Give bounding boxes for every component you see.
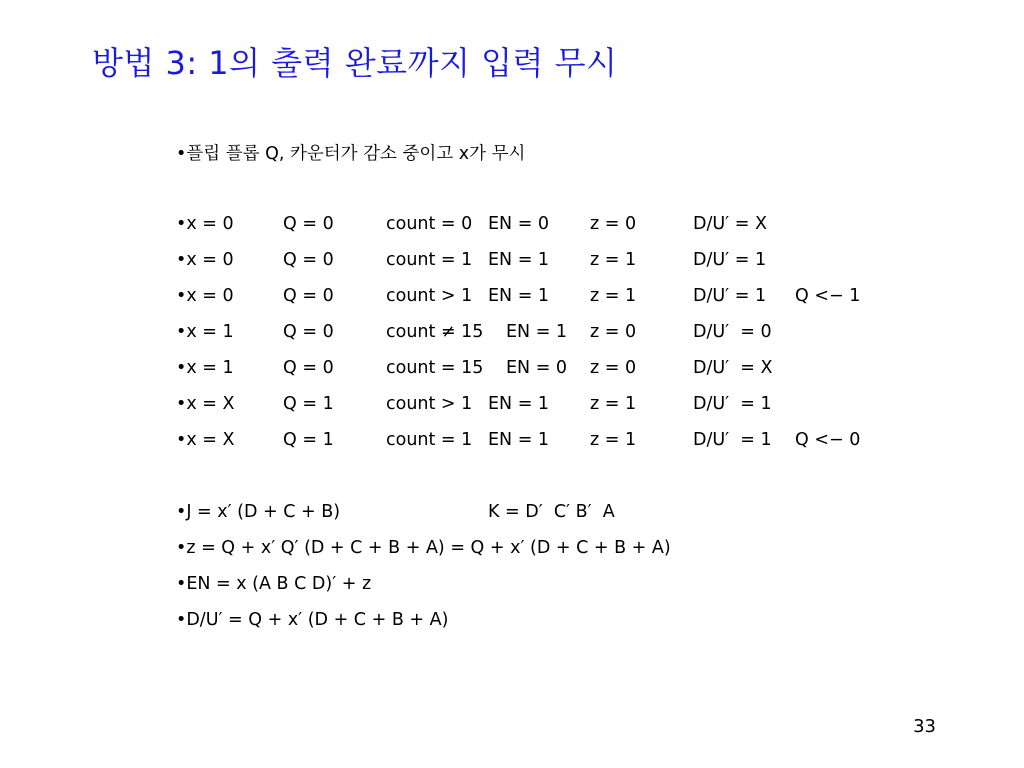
du-cell: D/U′ = X bbox=[693, 358, 773, 378]
q-cell: Q = 0 bbox=[283, 286, 334, 306]
q-cell: Q = 0 bbox=[283, 358, 334, 378]
q-cell: Q = 1 bbox=[283, 394, 334, 414]
en-cell: EN = 0 bbox=[488, 214, 550, 234]
slide-title: 방법 3: 1의 출력 완료까지 입력 무시 bbox=[92, 44, 618, 82]
intro-bullet: •플립 플롭 Q, 카운터가 감소 중이고 x가 무시 bbox=[176, 144, 526, 164]
en-cell: EN = 1 bbox=[488, 430, 550, 450]
equation-j: •J = x′ (D + C + B) bbox=[176, 502, 341, 522]
x-cell: •x = 0 bbox=[176, 286, 234, 306]
du-cell: D/U′ = 1 bbox=[693, 286, 767, 306]
du-cell: D/U′ = 1 bbox=[693, 430, 772, 450]
extra-cell: Q <− 0 bbox=[795, 430, 861, 450]
count-cell: count = 1 bbox=[386, 250, 473, 270]
du-cell: D/U′ = 1 bbox=[693, 394, 772, 414]
x-cell: •x = X bbox=[176, 430, 235, 450]
count-cell: count = 1 bbox=[386, 430, 473, 450]
equation-du: •D/U′ = Q + x′ (D + C + B + A) bbox=[176, 610, 449, 630]
q-cell: Q = 1 bbox=[283, 430, 334, 450]
equation-z: •z = Q + x′ Q′ (D + C + B + A) = Q + x′ (D + C + B + A) bbox=[176, 538, 671, 558]
x-cell: •x = X bbox=[176, 394, 235, 414]
du-cell: D/U′ = 1 bbox=[693, 250, 767, 270]
q-cell: Q = 0 bbox=[283, 322, 334, 342]
x-cell: •x = 1 bbox=[176, 322, 234, 342]
en-cell: EN = 1 bbox=[488, 250, 550, 270]
count-cell: count > 1 bbox=[386, 286, 473, 306]
equation-en: •EN = x (A B C D)′ + z bbox=[176, 574, 372, 594]
q-cell: Q = 0 bbox=[283, 214, 334, 234]
du-cell: D/U′ = 0 bbox=[693, 322, 772, 342]
en-cell: EN = 0 bbox=[506, 358, 568, 378]
extra-cell: Q <− 1 bbox=[795, 286, 861, 306]
z-cell: z = 1 bbox=[590, 430, 637, 450]
count-cell: count = 0 bbox=[386, 214, 473, 234]
en-cell: EN = 1 bbox=[488, 286, 550, 306]
count-cell: count ≠ 15 bbox=[386, 322, 484, 342]
z-cell: z = 0 bbox=[590, 358, 637, 378]
z-cell: z = 0 bbox=[590, 322, 637, 342]
count-cell: count = 15 bbox=[386, 358, 484, 378]
z-cell: z = 0 bbox=[590, 214, 637, 234]
z-cell: z = 1 bbox=[590, 394, 637, 414]
du-cell: D/U′ = X bbox=[693, 214, 767, 234]
x-cell: •x = 1 bbox=[176, 358, 234, 378]
q-cell: Q = 0 bbox=[283, 250, 334, 270]
page-number: 33 bbox=[913, 716, 936, 737]
x-cell: •x = 0 bbox=[176, 250, 234, 270]
en-cell: EN = 1 bbox=[488, 394, 550, 414]
equation-k: K = D′ C′ B′ A bbox=[488, 502, 615, 522]
en-cell: EN = 1 bbox=[506, 322, 568, 342]
z-cell: z = 1 bbox=[590, 286, 637, 306]
x-cell: •x = 0 bbox=[176, 214, 234, 234]
count-cell: count > 1 bbox=[386, 394, 473, 414]
z-cell: z = 1 bbox=[590, 250, 637, 270]
